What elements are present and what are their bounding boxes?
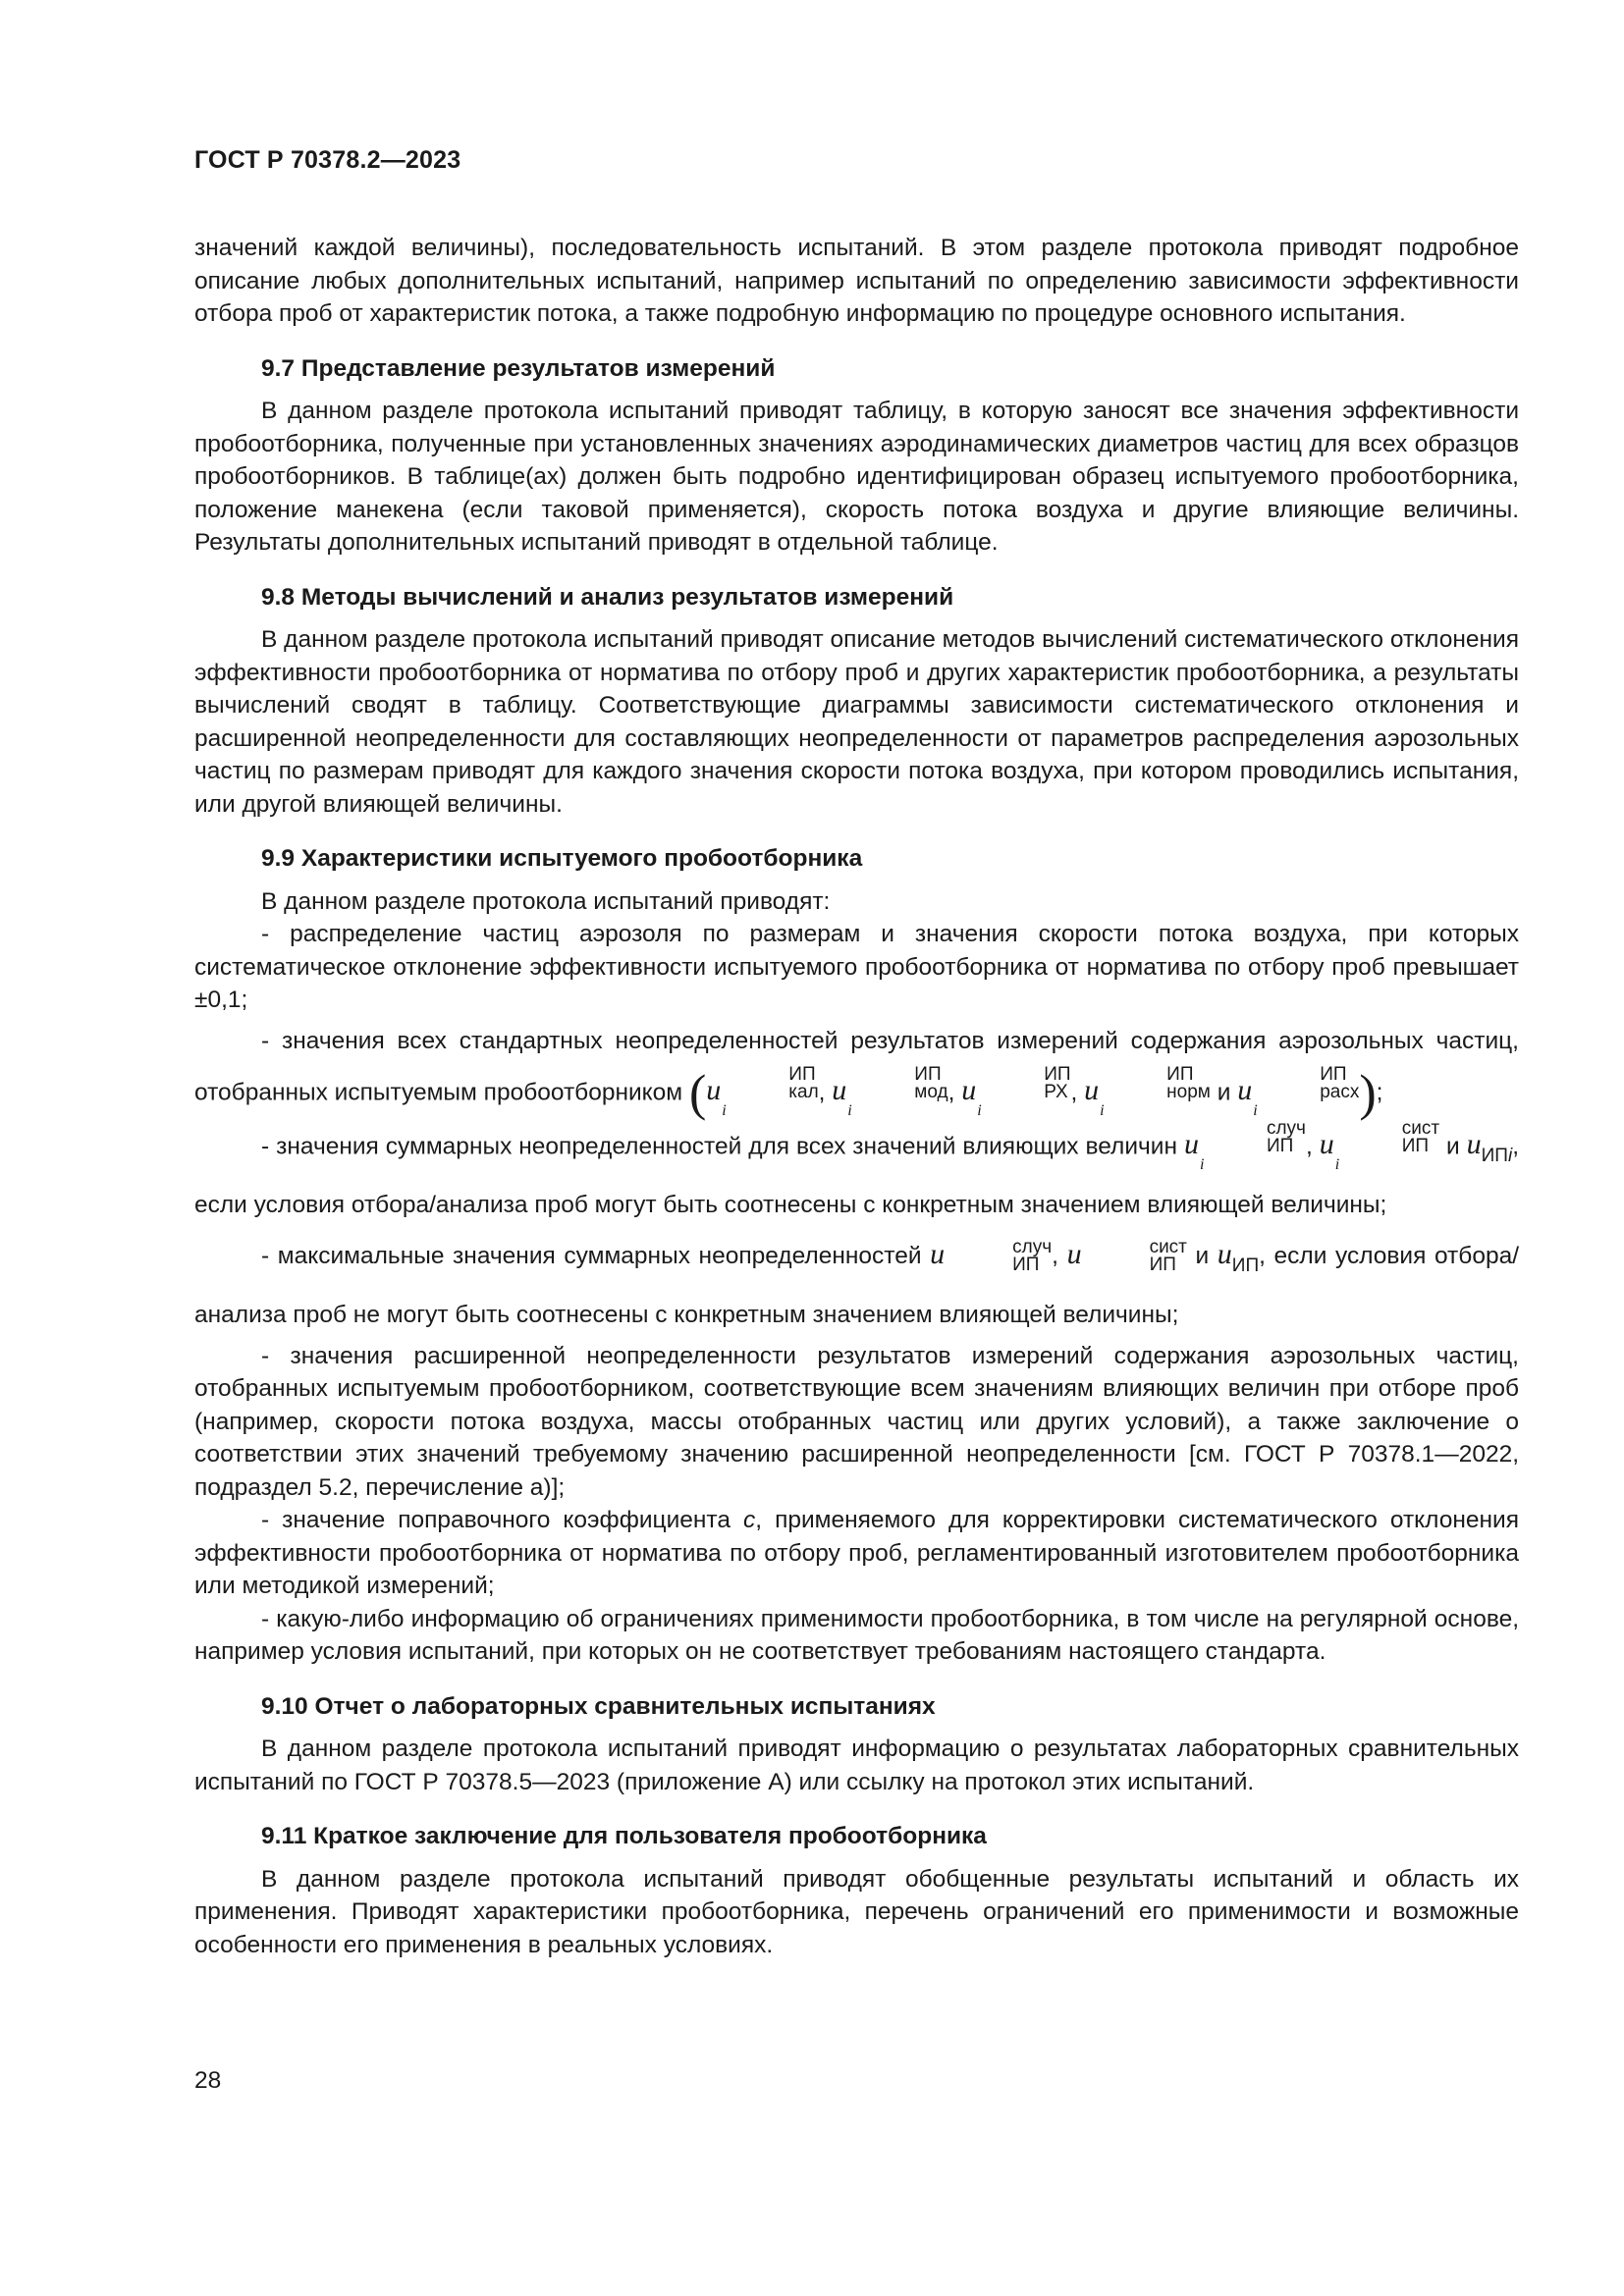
- list-item-correction-factor: - значение поправочного коэффициента c, применяемого для корректировки систематического отклонения эффективности пробоотборника от норматива по отбору проб, регламентированный изготовителем пробоотборника или методикой измерений;: [194, 1507, 1519, 1600]
- formula-u-sluch: u случ ИП i: [1183, 1117, 1306, 1173]
- section-9-9-intro: В данном разделе протокола испытаний приводят:: [261, 887, 831, 915]
- list-item-text: - значения всех стандартных неопределенностей результатов измерений содержания аэрозольных частиц, отобранных испытуемым пробоотборником: [194, 1027, 1519, 1105]
- formula-u-norm: u ИП норм i: [1084, 1063, 1211, 1119]
- section-9-7-paragraph: В данном разделе протокола испытаний приводят таблицу, в которую заносят все значения эффективности пробоотборника, полученные при установленных значениях аэродинамических диаметров частиц для всех образцов пробоотборников. В таблице(ах) должен быть подробно идентифицирован образец испытуемого пробоотборника, положение манекена (если таковой применяется), скорость потока воздуха и другие влияющие величины. Результаты дополнительных испытаний приводят в отдельной таблице.: [194, 398, 1519, 556]
- document-header: ГОСТ Р 70378.2—2023: [194, 146, 461, 174]
- intro-paragraph: значений каждой величины), последовательность испытаний. В этом разделе протокола приводят подробное описание любых дополнительных испытаний, например испытаний по определению зависимости эффективности отбора проб от характеристик потока, а также подробную информацию по процедуре основного испытания.: [194, 235, 1519, 327]
- list-item-formula-max-uncertainties: - максимальные значения суммарных неопределенностей u случ ИП , u сист ИП и $u_{ИП}$, если условия отбора/анализа проб не могут быть соотнесены с конкретным значением влияющей величины;: [194, 1237, 1519, 1328]
- formula-u-cal: u ИП кал i: [706, 1063, 819, 1119]
- section-9-8-title: 9.8 Методы вычислений и анализ результатов измерений: [261, 583, 954, 611]
- formula-u-mod: u ИП мод i: [832, 1063, 948, 1119]
- section-9-7-title: 9.7 Представление результатов измерений: [261, 354, 776, 382]
- list-item: - распределение частиц аэрозоля по размерам и значения скорости потока воздуха, при которых систематическое отклонение эффективности испытуемого пробоотборника от норматива по отбору проб превышает ±0,1;: [194, 921, 1519, 1013]
- list-item-text: - значения суммарных неопределенностей для всех значений влияющих величин: [261, 1132, 1177, 1159]
- formula-u-sist-max: u сист ИП: [1066, 1237, 1187, 1275]
- formula-u-ip: $u_{ИПi}$: [1466, 1127, 1513, 1166]
- section-9-10-title: 9.10 Отчет о лабораторных сравнительных испытаниях: [261, 1692, 936, 1720]
- list-item-formula-combined-uncertainties: - значения суммарных неопределенностей для всех значений влияющих величин u случ ИП i , u сист ИП i и $u_{ИПi}$, если условия отбора/анализа проб могут быть соотнесены с конкретным значением влияющей величины;: [194, 1117, 1519, 1218]
- section-9-11-title: 9.11 Краткое заключение для пользователя пробоотборника: [261, 1823, 987, 1850]
- section-9-11-paragraph: В данном разделе протокола испытаний приводят обобщенные результаты испытаний и область их применения. Приводят характеристики пробоотборника, перечень ограничений его применимости и возможные особенности его применения в реальных условиях.: [194, 1865, 1519, 1958]
- formula-u-sluch-max: u случ ИП: [930, 1237, 1053, 1275]
- list-item-formula-standard-uncertainties: - значения всех стандартных неопределенностей результатов измерений содержания аэрозольных частиц, отобранных испытуемым пробоотборником (u ИП кал i , u ИП мод i , u ИП РХ i , u ИП норм i и u ИП расх i );: [194, 1027, 1519, 1121]
- formula-u-rx: u ИП РХ i: [961, 1063, 1071, 1119]
- formula-u-ip-max: $u_{ИП}$: [1217, 1237, 1260, 1276]
- formula-u-sist: u сист ИП i: [1319, 1117, 1440, 1173]
- section-9-8-paragraph: В данном разделе протокола испытаний приводят описание методов вычислений систематического отклонения эффективности пробоотборника от норматива по отбору проб и других характеристик пробоотборника, а результаты вычислений сводят в таблицу. Соответствующие диаграммы зависимости систематического отклонения и расширенной неопределенности для составляющих неопределенности от параметров распределения аэрозольных частиц по размерам приводят для каждого значения скорости потока воздуха, при котором проводились испытания, или другой влияющей величины.: [194, 626, 1519, 818]
- document-page: [194, 145, 1519, 1961]
- list-item: - значения расширенной неопределенности результатов измерений содержания аэрозольных частиц, отобранных испытуемым пробоотборником, соответствующие всем значениям влияющих величин при отборе проб (например, скорости потока воздуха, массы отобранных частиц или других условий), а также заключение о соответствии этих значений требуемому значению расширенной неопределенности [см. ГОСТ Р 70378.1—2022, подраздел 5.2, перечисление а)];: [194, 1342, 1519, 1501]
- list-item-text: - максимальные значения суммарных неопределенностей: [261, 1242, 922, 1269]
- list-item: - какую-либо информацию об ограничениях применимости пробоотборника, в том числе на регулярной основе, например условия испытаний, при которых он не соответствует требованиям настоящего стандарта.: [194, 1605, 1519, 1666]
- section-9-9-title: 9.9 Характеристики испытуемого пробоотборника: [261, 845, 863, 872]
- formula-u-rash: u ИП расх i: [1237, 1063, 1360, 1119]
- page-number: 28: [194, 2067, 222, 2094]
- section-9-10-paragraph: В данном разделе протокола испытаний приводят информацию о результатах лабораторных сравнительных испытаний по ГОСТ Р 70378.5—2023 (приложение А) или ссылку на протокол этих испытаний.: [194, 1735, 1519, 1795]
